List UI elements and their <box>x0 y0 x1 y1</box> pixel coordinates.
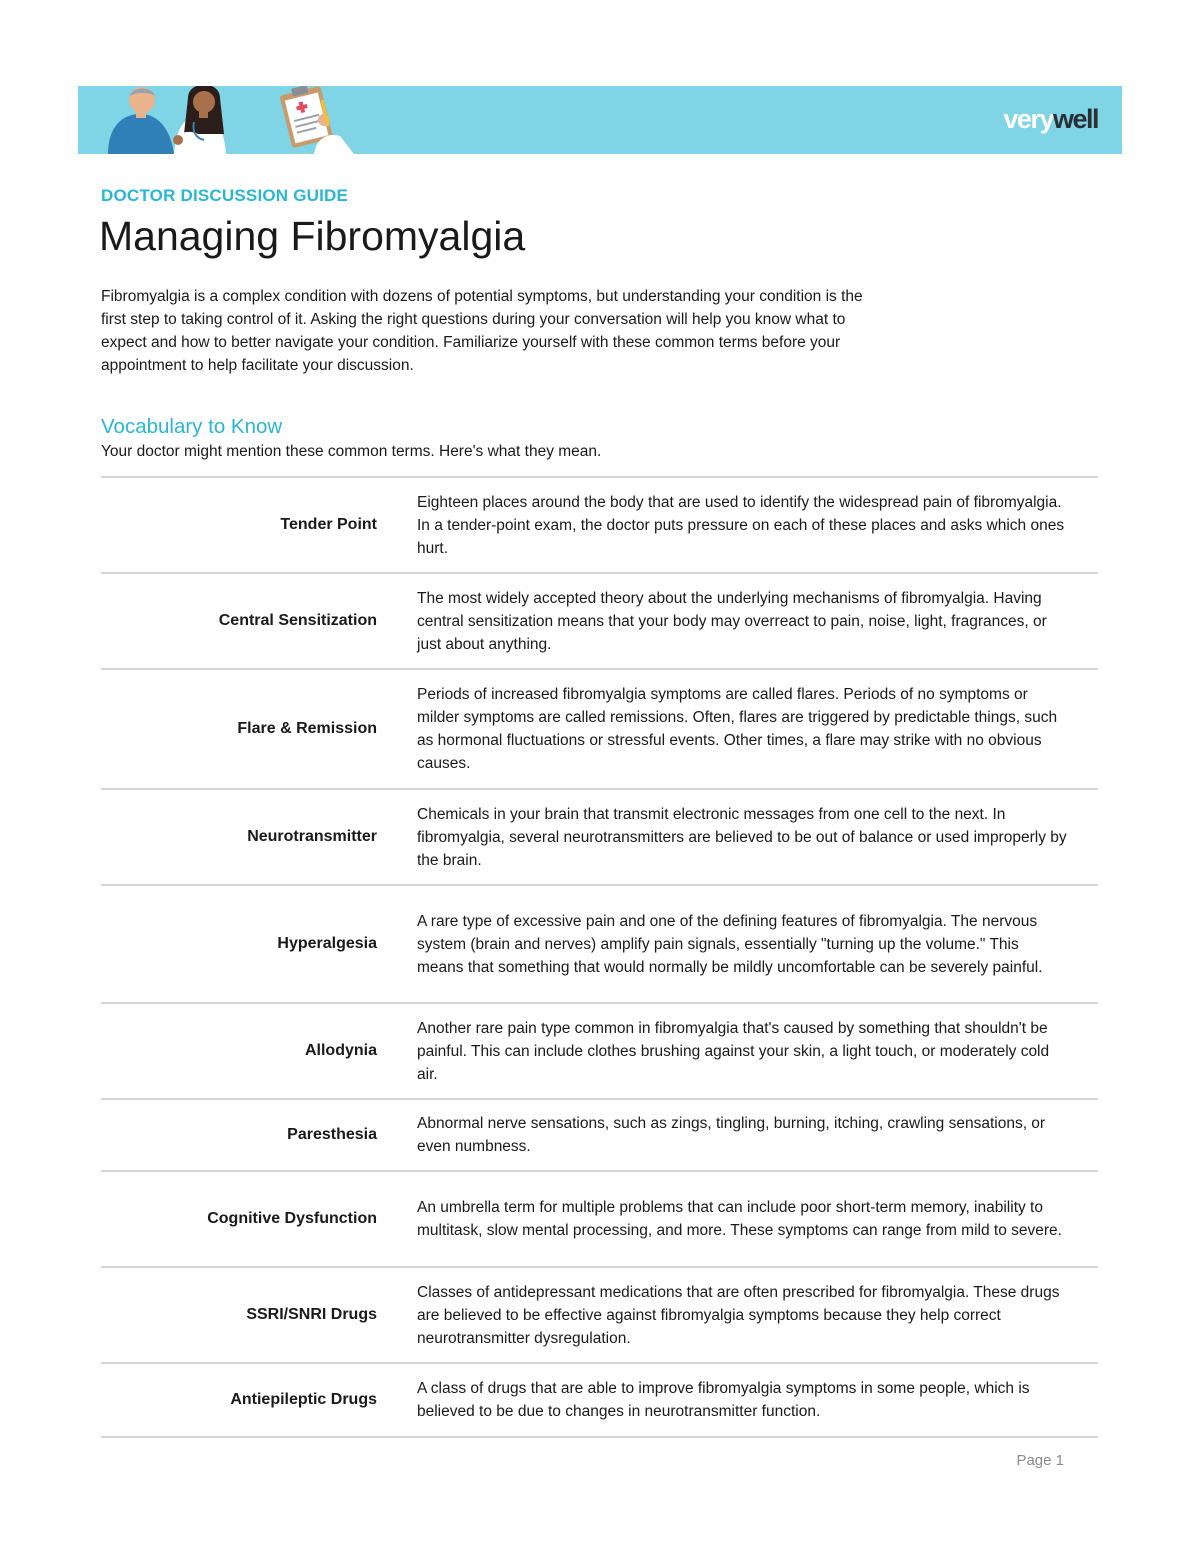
vocab-definition: Eighteen places around the body that are used to identify the widespread pain of fibromyalgia. In a tender-point exam, the doctor puts pressure on each of these places and asks which ones hurt. <box>417 493 1065 557</box>
vocab-term: Paresthesia <box>287 1126 377 1143</box>
vocab-row <box>101 478 1098 574</box>
vocab-definition: The most widely accepted theory about the underlying mechanisms of fibromyalgia. Having central sensitization means that your body may overreact to pain, noise, light, fragrances, or just about anything. <box>417 589 1047 653</box>
vocab-term: Allodynia <box>304 1042 377 1059</box>
page-number: Page 1 <box>1016 1452 1064 1469</box>
vocab-row <box>101 1100 1098 1172</box>
logo-text-very: very <box>1003 104 1053 134</box>
vocab-definition: A class of drugs that are able to improve fibromyalgia symptoms in some people, which is believed to be due to changes in neurotransmitter function. <box>417 1380 1030 1420</box>
vocab-row <box>101 670 1098 790</box>
vocab-definition: A rare type of excessive pain and one of the defining features of fibromyalgia. The nervous system (brain and nerves) amplify pain signals, essentially "turning up the volume." This means that something that would normally be mildly uncomfortable can be severely painful. <box>417 912 1043 976</box>
vocab-row <box>101 1268 1098 1364</box>
vocab-row <box>101 790 1098 886</box>
vocab-definition: Chemicals in your brain that transmit electronic messages from one cell to the next. In fibromyalgia, several neurotransmitters are believed to be out of balance or used improperly by the brain. <box>417 805 1067 869</box>
vocab-definition: Periods of increased fibromyalgia symptoms are called flares. Periods of no symptoms or milder symptoms are called remissions. Often, flares are triggered by predictable things, such as hormonal fluctuations or stressful events. Other times, a flare may strike with no obvious causes. <box>417 686 1058 772</box>
vocab-heading: Vocabulary to Know <box>101 415 283 438</box>
vocab-table <box>101 476 1098 1438</box>
page-title: Managing Fibromyalgia <box>99 213 526 259</box>
verywell-logo <box>1003 104 1098 134</box>
vocab-term: SSRI/SNRI Drugs <box>246 1306 377 1323</box>
vocab-row <box>101 1364 1098 1438</box>
vocab-term: Hyperalgesia <box>277 935 377 952</box>
vocab-row <box>101 1004 1098 1100</box>
vocab-subheading: Your doctor might mention these common terms. Here's what they mean. <box>101 443 602 460</box>
vocab-definition: Classes of antidepressant medications that are often prescribed for fibromyalgia. These drugs are believed to be effective against fibromyalgia symptoms because they help correct neurotransmitter dysregulation. <box>417 1283 1060 1347</box>
intro-paragraph: Fibromyalgia is a complex condition with dozens of potential symptoms, but understanding your condition is the first step to taking control of it. Asking the right questions during your conversation will help you know what to expect and how to better navigate your condition. Familiarize yourself with these common terms before your appointment to help facilitate your discussion. <box>101 288 863 374</box>
header-banner <box>78 86 1122 154</box>
logo-text-well: well <box>1052 104 1098 134</box>
vocab-term: Central Sensitization <box>218 612 377 629</box>
vocab-term: Cognitive Dysfunction <box>207 1210 377 1227</box>
vocab-row <box>101 886 1098 1004</box>
vocab-definition: Abnormal nerve sensations, such as zings, tingling, burning, itching, crawling sensations, or even numbness. <box>417 1115 1046 1155</box>
guide-eyebrow: DOCTOR DISCUSSION GUIDE <box>101 186 349 205</box>
vocab-row <box>101 574 1098 670</box>
vocab-row <box>101 1172 1098 1268</box>
vocab-definition: An umbrella term for multiple problems that can include poor short-term memory, inability to multitask, slow mental processing, and more. These symptoms can range from mild to severe. <box>417 1199 1062 1239</box>
vocab-term: Flare & Remission <box>237 720 377 737</box>
vocab-term: Neurotransmitter <box>247 828 377 845</box>
vocab-term: Tender Point <box>280 516 377 533</box>
vocab-term: Antiepileptic Drugs <box>230 1391 377 1408</box>
doctor-patient-illustration <box>78 86 1122 154</box>
vocab-definition: Another rare pain type common in fibromyalgia that's caused by something that shouldn't be painful. This can include clothes brushing against your skin, a light touch, or moderately cold air. <box>417 1019 1050 1083</box>
